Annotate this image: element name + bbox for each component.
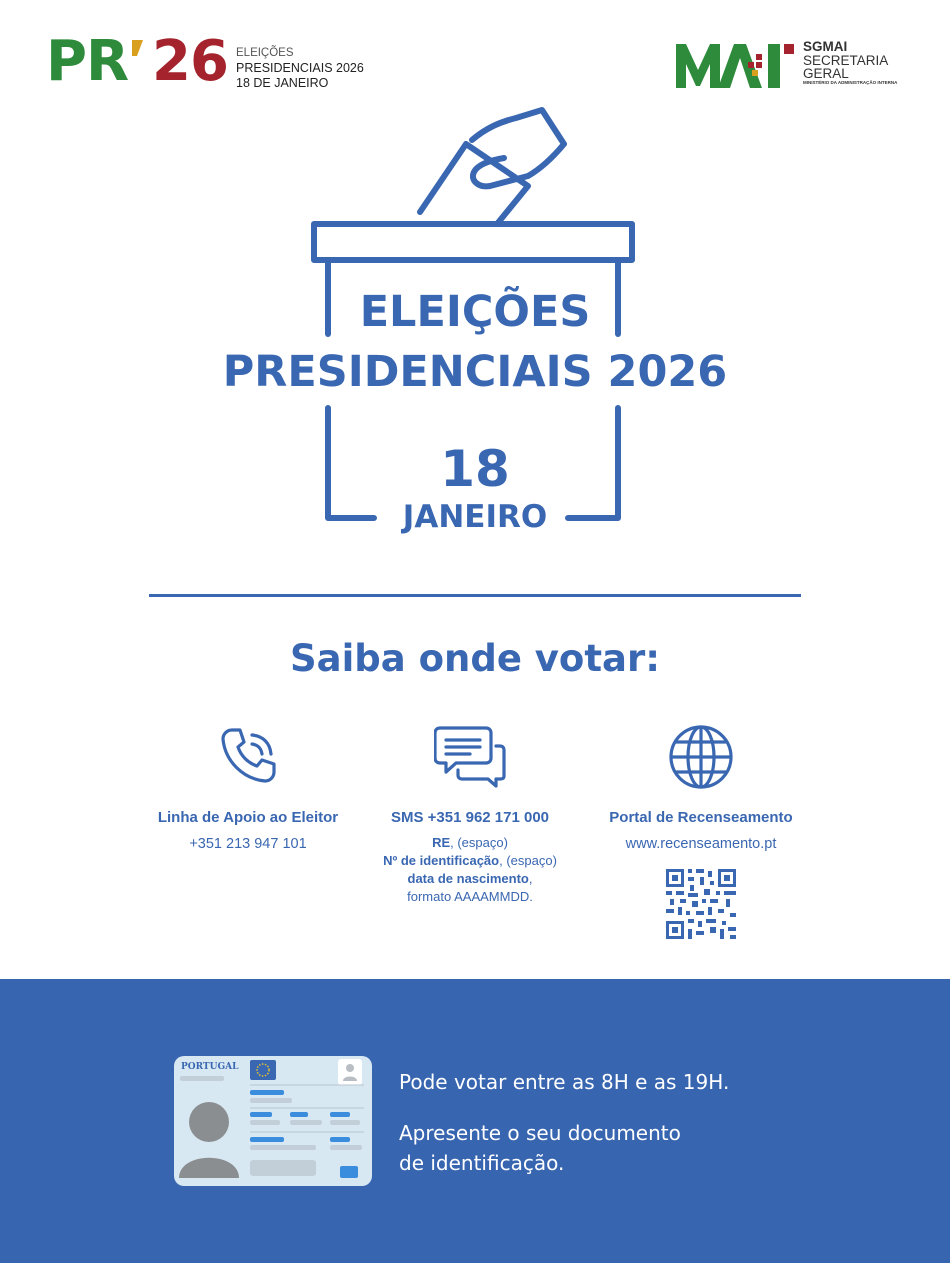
sms-id-number: Nº de identificação <box>383 853 500 868</box>
pr-logo-year: 26 <box>152 29 228 94</box>
globe-icon <box>668 724 734 790</box>
contact-phone <box>118 808 378 854</box>
id-card-country: PORTUGAL <box>181 1062 239 1072</box>
hero-month: JANEIRO <box>402 499 548 535</box>
portal-title: Portal de Recenseamento <box>609 809 793 826</box>
sms-title[interactable]: SMS +351 962 171 000 <box>390 809 550 826</box>
sg-line3: GERAL <box>803 66 849 81</box>
sms-birthdate: data de nascimento <box>407 871 529 886</box>
sms-comma: , <box>528 871 533 886</box>
chat-icon <box>434 726 506 788</box>
sg-logo-text <box>803 40 897 86</box>
qr-code[interactable] <box>666 869 736 939</box>
hero-title-line1: ELEIÇÕES <box>359 287 591 337</box>
portal-url[interactable]: www.recenseamento.pt <box>625 836 777 852</box>
voting-hours: Pode votar entre as 8H e as 19H. <box>399 1070 730 1094</box>
saiba-heading: Saiba onde votar: <box>289 637 661 680</box>
pr-logo-line2: PRESIDENCIAIS 2026 <box>236 61 364 75</box>
document-line2: de identificação. <box>399 1151 565 1175</box>
sms-espaco-1: , (espaço) <box>450 835 508 850</box>
sg-line1: SGMAI <box>803 39 848 54</box>
apostrophe-mark <box>128 38 146 58</box>
document-instruction <box>399 1118 819 1178</box>
sg-line2: SECRETARIA <box>803 53 889 68</box>
phone-number[interactable]: +351 213 947 101 <box>189 836 307 852</box>
document-line1: Apresente o seu documento <box>399 1121 681 1145</box>
contact-sms <box>340 808 600 906</box>
sms-format: formato AAAAMMDD. <box>407 889 533 904</box>
pr-logo-line1: ELEIÇÕES <box>236 47 294 59</box>
contact-portal <box>571 808 831 854</box>
hero-day: 18 <box>440 440 510 498</box>
pr-logo-text <box>236 46 364 91</box>
mai-logo <box>676 40 800 92</box>
id-card-illustration <box>174 1056 372 1186</box>
pr-logo-line3: 18 DE JANEIRO <box>236 76 329 90</box>
phone-icon <box>218 726 278 786</box>
sg-line4: MINISTÉRIO DA ADMINISTRAÇÃO INTERNA <box>803 80 898 85</box>
sms-instructions <box>340 834 600 906</box>
hero-title-line2: PRESIDENCIAIS 2026 <box>222 347 728 397</box>
pr-logo-letters: PR <box>46 29 129 94</box>
divider <box>149 594 801 597</box>
sms-re: RE <box>432 835 451 850</box>
phone-title: Linha de Apoio ao Eleitor <box>157 809 339 826</box>
sms-espaco-2: , (espaço) <box>499 853 557 868</box>
id-card-graphics <box>174 1056 372 1186</box>
